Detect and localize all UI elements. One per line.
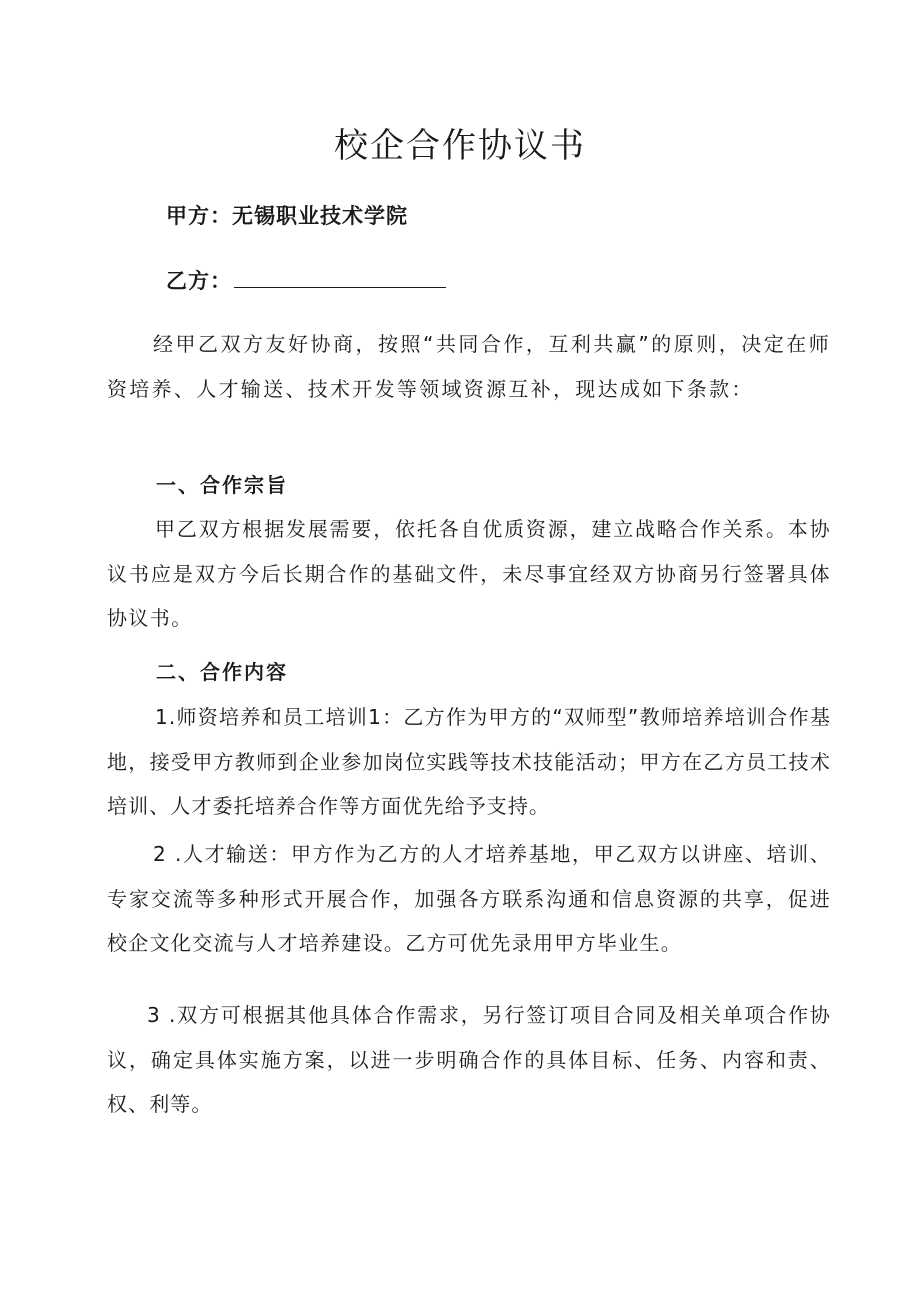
party-b-line — [166, 266, 446, 296]
section-1-paragraph: 甲乙双方根据发展需要，依托各自优质资源，建立战略合作关系。本协议书应是双方今后长期合作的基础文件，未尽事宜经双方协商另行签署具体协议书。 — [107, 517, 831, 631]
section-2-item-1: 1.师资培养和员工培训1：乙方作为甲方的“双师型”教师培养培训合作基地，接受甲方教师到企业参加岗位实践等技术技能活动；甲方在乙方员工技术培训、人才委托培养合作等方面优先给予支持。 — [107, 705, 831, 819]
party-b-blank-underline — [234, 267, 446, 288]
section-1-heading: 一、合作宗旨 — [156, 473, 288, 497]
party-b-label: 乙方： — [166, 269, 232, 293]
document-title: 校企合作协议书 — [334, 126, 586, 166]
section-2-item-3: 3 .双方可根据其他具体合作需求，另行签订项目合同及相关单项合作协议，确定具体实施方案，以进一步明确合作的具体目标、任务、内容和责、权、利等。 — [107, 1003, 831, 1117]
section-2-heading: 二、合作内容 — [156, 660, 288, 684]
intro-paragraph: 经甲乙双方友好协商，按照“共同合作，互利共赢”的原则，决定在师资培养、人才输送、技术开发等领域资源互补，现达成如下条款： — [107, 332, 831, 401]
party-a-line: 甲方：无锡职业技术学院 — [166, 204, 408, 228]
section-2-item-2: 2 .人才输送：甲方作为乙方的人才培养基地，甲乙双方以讲座、培训、专家交流等多种形式开展合作，加强各方联系沟通和信息资源的共享，促进校企文化交流与人才培养建设。乙方可优先录用甲方毕业生。 — [107, 842, 831, 956]
